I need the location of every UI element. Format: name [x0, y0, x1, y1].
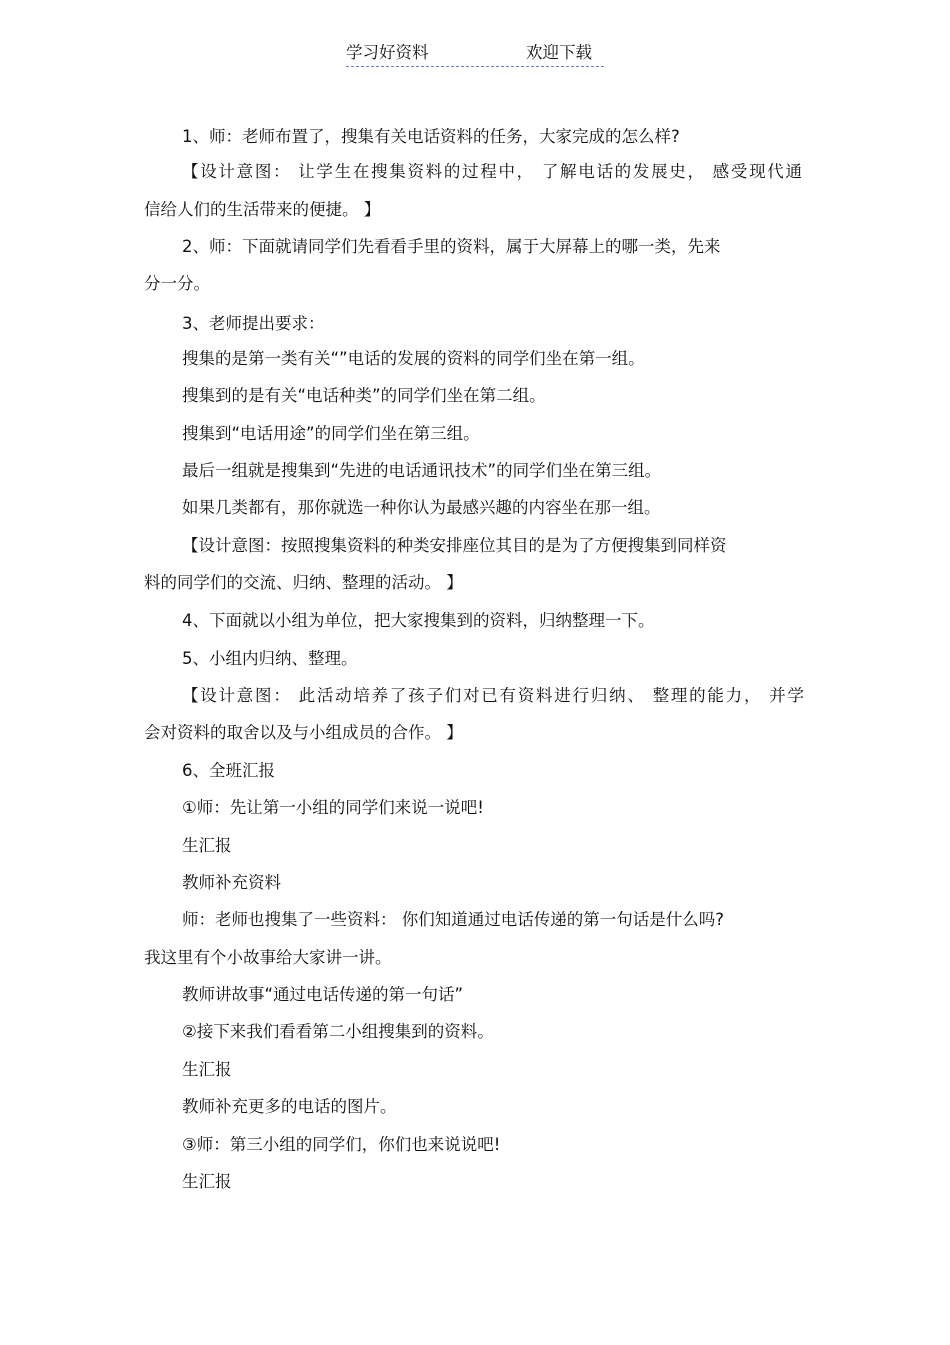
text-line: 【设计意图： 让学生在搜集资料的过程中， 了解电话的发展史， 感受现代通 — [182, 162, 802, 181]
text-line: 搜集到的是有关“电话种类”的同学们坐在第二组。 — [182, 386, 546, 405]
header-left-text: 学习好资料 — [346, 43, 429, 62]
text-line: 搜集的是第一类有关“”电话的发展的资料的同学们坐在第一组。 — [182, 349, 645, 368]
text-line: 【设计意图：按照搜集资料的种类安排座位其目的是为了方便搜集到同样资 — [182, 536, 727, 555]
text-line: 师：老师也搜集了一些资料： 你们知道通过电话传递的第一句话是什么吗? — [182, 910, 725, 929]
text-line: 生汇报 — [182, 1172, 232, 1191]
text-line: 分一分。 — [144, 274, 210, 293]
text-line: 生汇报 — [182, 836, 232, 855]
text-line: 4、下面就以小组为单位，把大家搜集到的资料，归纳整理一下。 — [182, 611, 655, 630]
header-right-text: 欢迎下载 — [526, 43, 592, 62]
text-line: 【设计意图： 此活动培养了孩子们对已有资料进行归纳、 整理的能力， 并学 — [182, 686, 804, 705]
text-line: 生汇报 — [182, 1060, 232, 1079]
text-line: 信给人们的生活带来的便捷。 】 — [144, 200, 381, 219]
text-line: 最后一组就是搜集到“先进的电话通讯技术”的同学们坐在第三组。 — [182, 461, 662, 480]
text-line: 教师补充更多的电话的图片。 — [182, 1097, 397, 1116]
text-line: 我这里有个小故事给大家讲一讲。 — [144, 948, 392, 967]
text-line: 搜集到“电话用途”的同学们坐在第三组。 — [182, 424, 480, 443]
text-line: 5、小组内归纳、整理。 — [182, 649, 358, 668]
text-line: 教师补充资料 — [182, 873, 281, 892]
text-line: 1、师：老师布置了，搜集有关电话资料的任务，大家完成的怎么样? — [182, 127, 680, 146]
text-line: 如果几类都有，那你就选一种你认为最感兴趣的内容坐在那一组。 — [182, 498, 661, 517]
text-line: 2、师：下面就请同学们先看看手里的资料，属于大屏幕上的哪一类，先来 — [182, 237, 721, 256]
page-header — [346, 42, 604, 67]
text-line: 6、全班汇报 — [182, 761, 275, 780]
text-line: ③师：第三小组的同学们，你们也来说说吧! — [182, 1135, 501, 1154]
text-line: 教师讲故事“通过电话传递的第一句话” — [182, 985, 464, 1004]
text-line: 3、老师提出要求： — [182, 314, 325, 333]
text-line: ②接下来我们看看第二小组搜集到的资料。 — [182, 1022, 494, 1041]
text-line: ①师：先让第一小组的同学们来说一说吧! — [182, 798, 484, 817]
text-line: 会对资料的取舍以及与小组成员的合作。 】 — [144, 723, 463, 742]
text-line: 料的同学们的交流、归纳、整理的活动。 】 — [144, 573, 463, 592]
